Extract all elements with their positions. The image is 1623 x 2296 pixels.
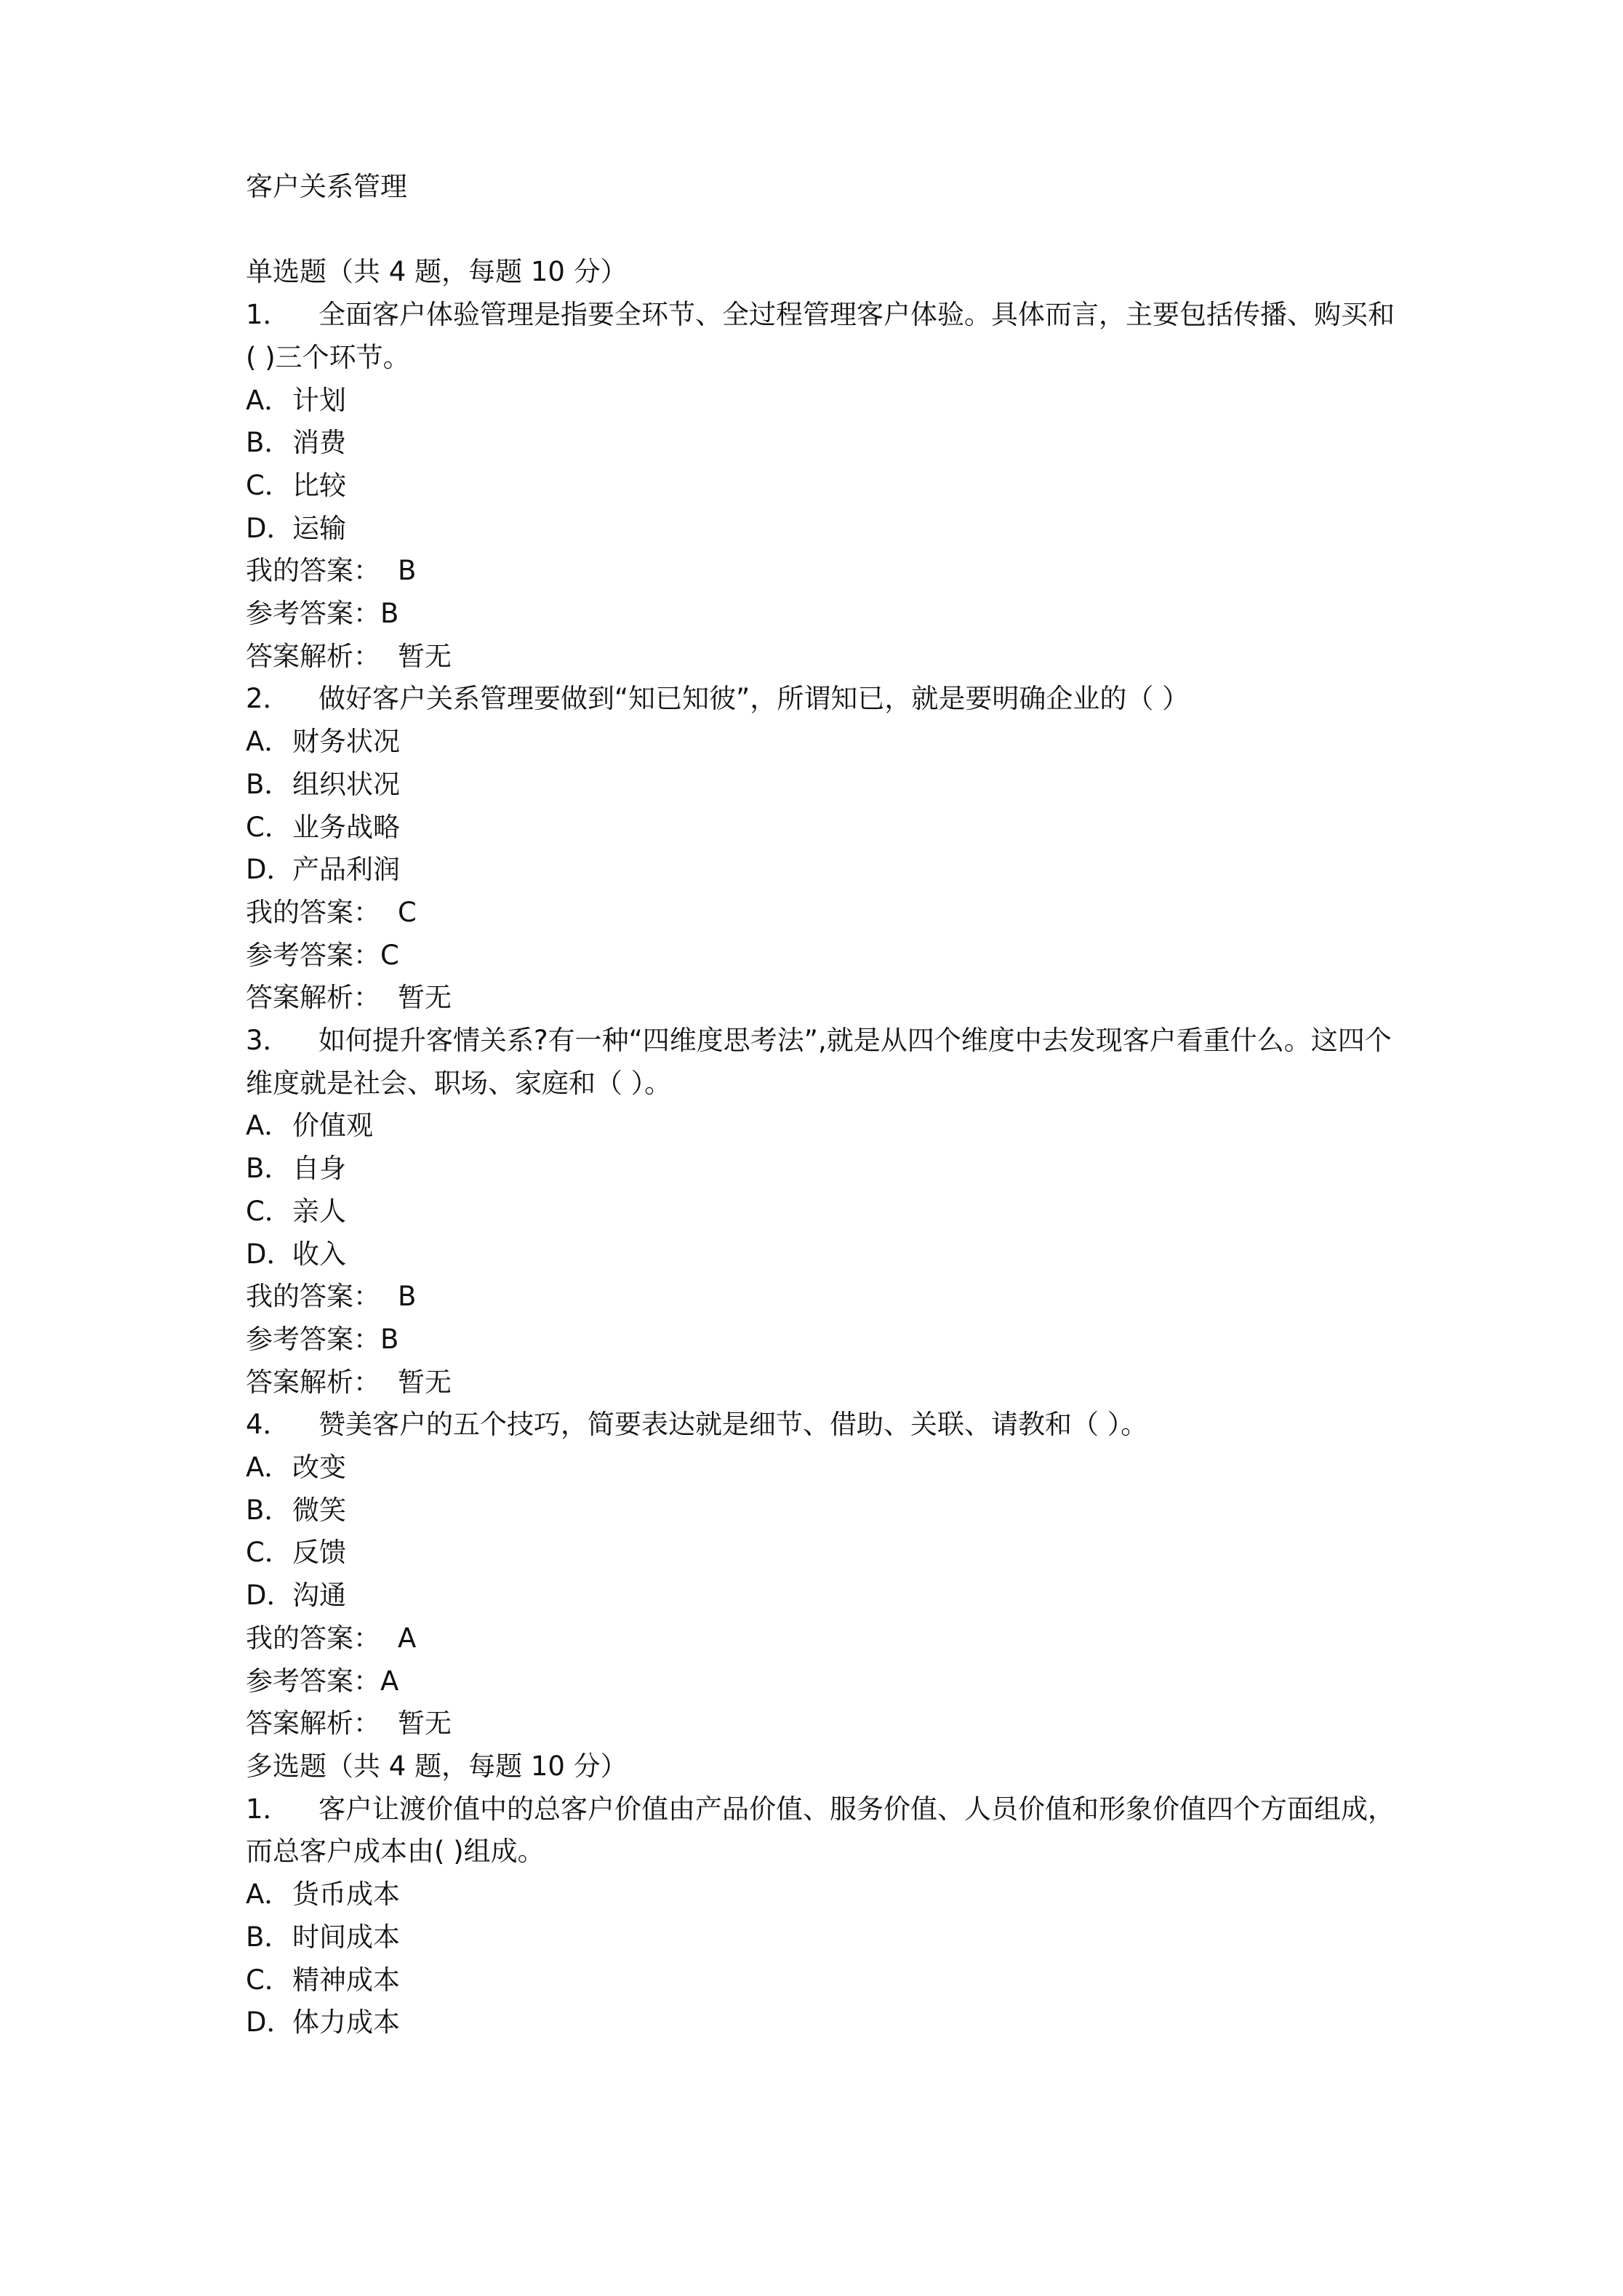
question-number: 1． [246,1793,290,1825]
option-letter: C． [246,1195,292,1227]
option-letter: C． [246,811,292,843]
option-letter: A． [246,384,292,416]
my-answer-value: B [398,555,417,587]
option-text: 计划 [292,384,346,416]
option-b [246,1148,1395,1191]
my-answer-value: C [398,896,417,928]
option-d [246,1233,1395,1276]
reference-answer-value: A [380,1665,399,1697]
reference-answer-label: 参考答案： [246,939,380,971]
question-text: 赞美客户的五个技巧，简要表达就是细节、借助、关联、请教和（ ）。 [318,1409,1148,1441]
option-text: 业务战略 [292,811,400,843]
analysis-value: 暂无 [398,1708,452,1740]
analysis-value: 暂无 [398,1366,452,1398]
option-a [246,721,1395,764]
option-c [246,1532,1395,1575]
question-text: 如何提升客情关系?有一种“四维度思考法”,就是从四个维度中去发现客户看重什么。这四个维度就是社会、职场、家庭和（ ）。 [246,1025,1392,1099]
option-letter: B． [246,1494,292,1526]
option-text: 消费 [292,427,346,459]
analysis-value: 暂无 [398,640,452,672]
question-block [246,1020,1395,1404]
analysis-label: 答案解析： [246,982,380,1014]
option-c [246,1191,1395,1233]
option-text: 精神成本 [292,1964,400,1996]
document-page [246,166,1395,2044]
analysis-value: 暂无 [398,982,452,1014]
option-text: 亲人 [292,1195,346,1227]
option-b [246,422,1395,465]
my-answer-label: 我的答案： [246,1281,380,1313]
reference-answer-value: C [380,939,399,971]
question-text-line [246,1404,1395,1447]
option-letter: B． [246,1921,292,1953]
my-answer [246,892,1395,935]
option-d [246,1575,1395,1617]
option-letter: A． [246,726,292,758]
question-number: 3． [246,1025,290,1057]
option-text: 组织状况 [292,768,400,800]
option-text: 时间成本 [292,1921,400,1953]
question-text-line [246,294,1395,379]
option-letter: D． [246,512,294,544]
analysis-label: 答案解析： [246,1708,380,1740]
my-answer-label: 我的答案： [246,555,380,587]
answer-analysis [246,977,1395,1020]
analysis-label: 答案解析： [246,640,380,672]
option-d [246,849,1395,892]
question-text-line [246,678,1395,721]
option-d [246,2001,1395,2044]
option-c [246,807,1395,849]
my-answer-label: 我的答案： [246,1622,380,1654]
reference-answer-label: 参考答案： [246,1665,380,1697]
section-heading: 多选题（共 4 题，每题 10 分） [246,1751,628,1782]
reference-answer-value: B [380,598,399,630]
section-multiple-choice [246,1745,1395,2044]
option-text: 价值观 [292,1110,373,1142]
option-letter: C． [246,1964,292,1996]
analysis-label: 答案解析： [246,1366,380,1398]
option-letter: D． [246,1580,294,1612]
question-block [246,294,1395,678]
option-letter: B． [246,1153,292,1185]
option-letter: C． [246,1537,292,1569]
reference-answer [246,593,1395,636]
question-text: 全面客户体验管理是指要全环节、全过程管理客户体验。具体而言，主要包括传播、购买和( )三个环节。 [246,299,1395,373]
option-letter: B． [246,427,292,459]
option-letter: A． [246,1110,292,1142]
option-text: 沟通 [292,1580,346,1612]
my-answer-label: 我的答案： [246,896,380,928]
section-heading: 单选题（共 4 题，每题 10 分） [246,256,628,288]
my-answer [246,1276,1395,1319]
option-text: 收入 [292,1238,346,1270]
option-a [246,380,1395,423]
option-letter: A． [246,1452,292,1484]
option-a [246,1873,1395,1916]
option-c [246,465,1395,508]
reference-answer [246,1660,1395,1703]
option-letter: C． [246,469,292,501]
reference-answer-value: B [380,1323,399,1355]
section-single-choice [246,251,1395,1745]
reference-answer-label: 参考答案： [246,598,380,630]
option-letter: A． [246,1879,292,1911]
answer-analysis [246,636,1395,679]
option-text: 产品利润 [292,854,400,886]
my-answer-value: A [398,1622,417,1654]
option-text: 财务状况 [292,726,400,758]
option-text: 反馈 [292,1537,346,1569]
option-text: 自身 [292,1153,346,1185]
option-letter: D． [246,854,294,886]
question-text-line [246,1020,1395,1105]
option-c [246,1959,1395,2002]
option-letter: B． [246,768,292,800]
option-letter: D． [246,2007,294,2039]
option-b [246,1489,1395,1532]
option-text: 微笑 [292,1494,346,1526]
question-number: 1． [246,299,290,331]
question-text-line [246,1788,1395,1873]
question-block [246,1788,1395,2044]
option-d [246,508,1395,551]
question-number: 2． [246,683,290,715]
option-text: 比较 [292,469,346,501]
option-a [246,1447,1395,1489]
option-b [246,764,1395,807]
my-answer [246,1617,1395,1660]
option-a [246,1105,1395,1148]
my-answer-value: B [398,1281,417,1313]
question-text: 做好客户关系管理要做到“知已知彼”，所谓知已，就是要明确企业的（ ） [318,683,1190,715]
option-text: 体力成本 [292,2007,400,2039]
option-letter: D． [246,1238,294,1270]
option-b [246,1916,1395,1959]
document-title: 客户关系管理 [246,171,407,202]
option-text: 改变 [292,1452,346,1484]
question-block [246,678,1395,1020]
question-block [246,1404,1395,1745]
answer-analysis [246,1361,1395,1404]
option-text: 货币成本 [292,1879,400,1911]
reference-answer [246,935,1395,977]
reference-answer-label: 参考答案： [246,1323,380,1355]
answer-analysis [246,1703,1395,1745]
my-answer [246,550,1395,593]
reference-answer [246,1319,1395,1361]
option-text: 运输 [292,512,346,544]
question-text: 客户让渡价值中的总客户价值由产品价值、服务价值、人员价值和形象价值四个方面组成，而总客户成本由( )组成。 [246,1793,1395,1868]
question-number: 4． [246,1409,290,1441]
